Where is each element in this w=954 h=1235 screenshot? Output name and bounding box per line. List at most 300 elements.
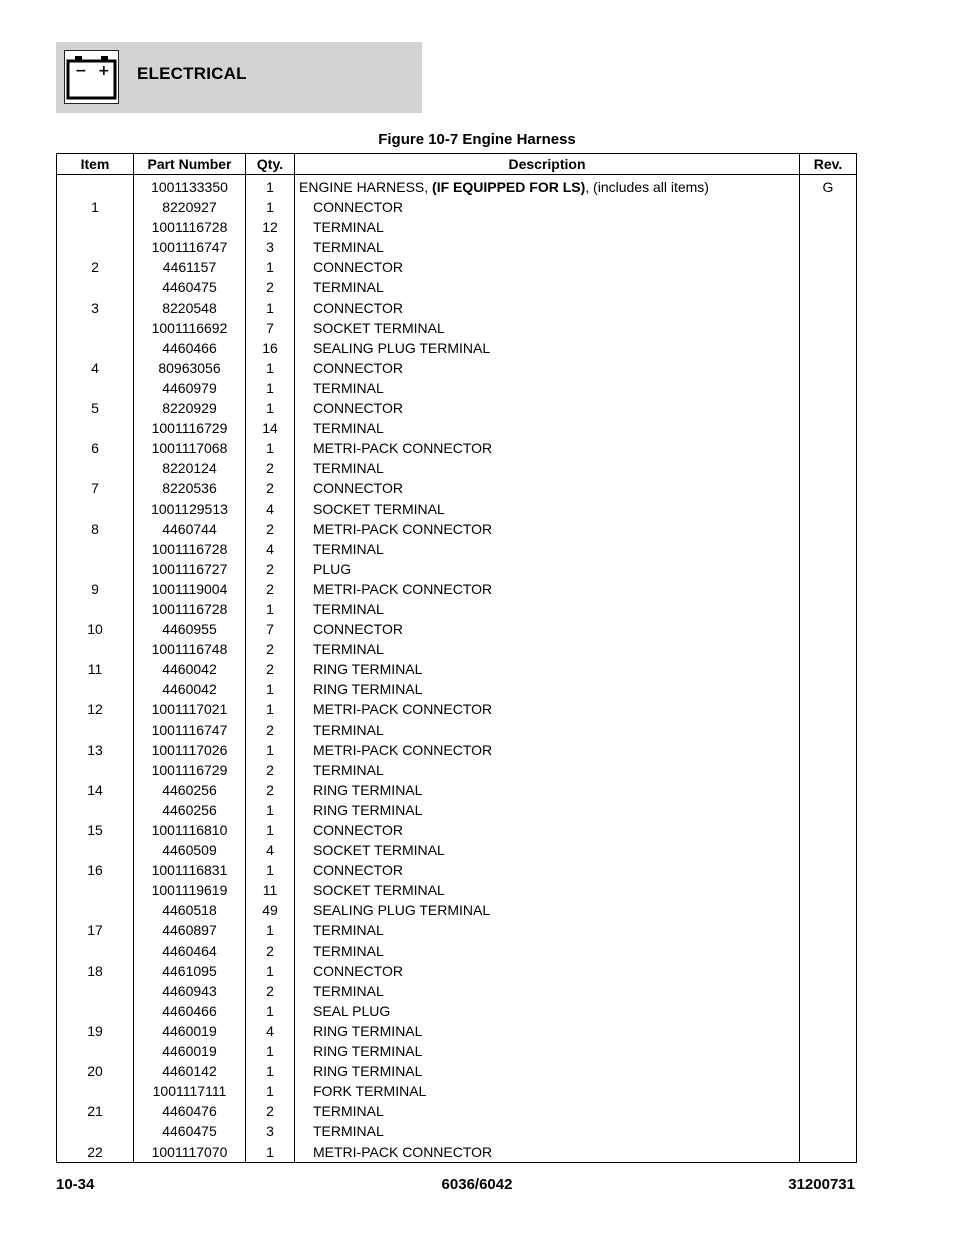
- cell-part-number: 1001117021: [134, 699, 246, 719]
- cell-item: [57, 679, 134, 699]
- table-row: [57, 539, 857, 559]
- table-row: [57, 1041, 857, 1061]
- cell-description: RING TERMINAL: [295, 659, 800, 679]
- cell-part-number: 1001117070: [134, 1142, 246, 1163]
- cell-rev: [800, 539, 857, 559]
- cell-qty: 1: [246, 358, 295, 378]
- cell-qty: 7: [246, 318, 295, 338]
- cell-description: TERMINAL: [295, 941, 800, 961]
- cell-item: 19: [57, 1021, 134, 1041]
- cell-qty: 1: [246, 1061, 295, 1081]
- table-row: [57, 478, 857, 498]
- cell-description: CONNECTOR: [295, 358, 800, 378]
- cell-description: CONNECTOR: [295, 961, 800, 981]
- cell-description: TERMINAL: [295, 760, 800, 780]
- cell-rev: [800, 378, 857, 398]
- cell-part-number: 8220548: [134, 298, 246, 318]
- cell-item: 15: [57, 820, 134, 840]
- table-row: [57, 458, 857, 478]
- cell-qty: 1: [246, 920, 295, 940]
- cell-description: TERMINAL: [295, 981, 800, 1001]
- cell-description: CONNECTOR: [295, 619, 800, 639]
- cell-rev: [800, 478, 857, 498]
- cell-rev: G: [800, 175, 857, 198]
- cell-item: [57, 539, 134, 559]
- cell-qty: 49: [246, 900, 295, 920]
- cell-qty: 1: [246, 800, 295, 820]
- cell-rev: [800, 740, 857, 760]
- cell-part-number: 1001116747: [134, 237, 246, 257]
- cell-description: TERMINAL: [295, 277, 800, 297]
- cell-part-number: 4460466: [134, 338, 246, 358]
- cell-description: SEAL PLUG: [295, 1001, 800, 1021]
- cell-item: 17: [57, 920, 134, 940]
- table-row: [57, 1121, 857, 1141]
- footer-model: 6036/6042: [441, 1176, 513, 1193]
- cell-qty: 1: [246, 1001, 295, 1021]
- cell-rev: [800, 639, 857, 659]
- cell-qty: 2: [246, 720, 295, 740]
- cell-item: [57, 1041, 134, 1061]
- table-row: [57, 418, 857, 438]
- cell-qty: 4: [246, 499, 295, 519]
- figure-title: Figure 10-7 Engine Harness: [378, 131, 576, 148]
- description-bold: (IF EQUIPPED FOR LS): [432, 179, 586, 195]
- cell-rev: [800, 338, 857, 358]
- cell-rev: [800, 941, 857, 961]
- cell-qty: 2: [246, 559, 295, 579]
- cell-qty: 1: [246, 257, 295, 277]
- cell-description: CONNECTOR: [295, 197, 800, 217]
- cell-description: TERMINAL: [295, 639, 800, 659]
- table-header-row: [57, 154, 857, 175]
- cell-part-number: 1001116728: [134, 217, 246, 237]
- table-row: [57, 961, 857, 981]
- cell-item: 8: [57, 519, 134, 539]
- cell-item: [57, 499, 134, 519]
- cell-qty: 3: [246, 1121, 295, 1141]
- table-row: [57, 780, 857, 800]
- table-row: [57, 840, 857, 860]
- column-header-part-number: Part Number: [134, 154, 246, 175]
- cell-qty: 1: [246, 599, 295, 619]
- cell-qty: 1: [246, 679, 295, 699]
- cell-qty: 2: [246, 1101, 295, 1121]
- cell-qty: 2: [246, 458, 295, 478]
- cell-rev: [800, 257, 857, 277]
- battery-icon: [64, 50, 119, 104]
- table-row: [57, 820, 857, 840]
- cell-description: TERMINAL: [295, 237, 800, 257]
- cell-rev: [800, 1041, 857, 1061]
- cell-qty: 2: [246, 659, 295, 679]
- description-suffix: , (includes all items): [585, 179, 709, 195]
- cell-item: [57, 318, 134, 338]
- table-row: [57, 599, 857, 619]
- cell-qty: 1: [246, 1142, 295, 1163]
- cell-part-number: 1001116729: [134, 418, 246, 438]
- cell-rev: [800, 599, 857, 619]
- cell-part-number: 1001116727: [134, 559, 246, 579]
- description-prefix: ENGINE HARNESS,: [299, 179, 433, 195]
- cell-rev: [800, 1121, 857, 1141]
- table-row: [57, 1142, 857, 1163]
- cell-description: METRI-PACK CONNECTOR: [295, 579, 800, 599]
- cell-rev: [800, 197, 857, 217]
- cell-item: 18: [57, 961, 134, 981]
- column-header-qty: Qty.: [246, 154, 295, 175]
- cell-part-number: 1001117068: [134, 438, 246, 458]
- cell-rev: [800, 298, 857, 318]
- cell-part-number: 1001116747: [134, 720, 246, 740]
- cell-rev: [800, 418, 857, 438]
- cell-description: TERMINAL: [295, 539, 800, 559]
- table-row-assembly: [57, 175, 857, 198]
- cell-part-number: 1001116692: [134, 318, 246, 338]
- cell-part-number: 4460042: [134, 679, 246, 699]
- cell-part-number: 1001117026: [134, 740, 246, 760]
- cell-rev: [800, 1021, 857, 1041]
- cell-qty: 1: [246, 699, 295, 719]
- cell-part-number: 4460475: [134, 277, 246, 297]
- cell-part-number: 1001119619: [134, 880, 246, 900]
- cell-rev: [800, 438, 857, 458]
- cell-part-number: 4460256: [134, 780, 246, 800]
- table-row: [57, 1061, 857, 1081]
- cell-part-number: 1001116729: [134, 760, 246, 780]
- cell-rev: [800, 1081, 857, 1101]
- cell-part-number: 1001117111: [134, 1081, 246, 1101]
- cell-description: METRI-PACK CONNECTOR: [295, 519, 800, 539]
- cell-item: [57, 900, 134, 920]
- cell-description: SOCKET TERMINAL: [295, 318, 800, 338]
- cell-rev: [800, 760, 857, 780]
- cell-description: TERMINAL: [295, 1101, 800, 1121]
- table-row: [57, 941, 857, 961]
- cell-description: CONNECTOR: [295, 820, 800, 840]
- cell-item: 3: [57, 298, 134, 318]
- cell-description: CONNECTOR: [295, 257, 800, 277]
- cell-qty: 1: [246, 820, 295, 840]
- table-row: [57, 358, 857, 378]
- table-row: [57, 1081, 857, 1101]
- table-row: [57, 1001, 857, 1021]
- cell-item: [57, 1081, 134, 1101]
- cell-rev: [800, 659, 857, 679]
- cell-description: CONNECTOR: [295, 478, 800, 498]
- cell-part-number: 4460019: [134, 1041, 246, 1061]
- table-row: [57, 619, 857, 639]
- cell-part-number: 4460518: [134, 900, 246, 920]
- cell-part-number: 8220124: [134, 458, 246, 478]
- cell-rev: [800, 699, 857, 719]
- table-row: [57, 318, 857, 338]
- table-row: [57, 981, 857, 1001]
- cell-rev: [800, 358, 857, 378]
- cell-part-number: 8220536: [134, 478, 246, 498]
- table-row: [57, 378, 857, 398]
- cell-qty: 4: [246, 1021, 295, 1041]
- table-row: [57, 699, 857, 719]
- cell-qty: 14: [246, 418, 295, 438]
- cell-description: RING TERMINAL: [295, 800, 800, 820]
- cell-item: 20: [57, 1061, 134, 1081]
- cell-description: RING TERMINAL: [295, 1041, 800, 1061]
- cell-qty: 2: [246, 277, 295, 297]
- cell-description: METRI-PACK CONNECTOR: [295, 1142, 800, 1163]
- cell-description: METRI-PACK CONNECTOR: [295, 740, 800, 760]
- cell-description: TERMINAL: [295, 599, 800, 619]
- cell-qty: 2: [246, 760, 295, 780]
- table-row: [57, 860, 857, 880]
- svg-text:−: −: [75, 63, 87, 79]
- cell-description: TERMINAL: [295, 1121, 800, 1141]
- cell-item: 5: [57, 398, 134, 418]
- cell-part-number: 4460019: [134, 1021, 246, 1041]
- cell-rev: [800, 800, 857, 820]
- cell-qty: 1: [246, 298, 295, 318]
- cell-item: 2: [57, 257, 134, 277]
- cell-item: [57, 175, 134, 198]
- cell-item: [57, 720, 134, 740]
- cell-qty: 3: [246, 237, 295, 257]
- table-row: [57, 398, 857, 418]
- cell-qty: 1: [246, 398, 295, 418]
- cell-rev: [800, 1061, 857, 1081]
- cell-item: [57, 237, 134, 257]
- cell-qty: 1: [246, 740, 295, 760]
- cell-qty: 11: [246, 880, 295, 900]
- cell-qty: 2: [246, 478, 295, 498]
- table-row: [57, 579, 857, 599]
- cell-description: SOCKET TERMINAL: [295, 840, 800, 860]
- footer-doc-number: 31200731: [788, 1176, 855, 1193]
- table-row: [57, 499, 857, 519]
- cell-rev: [800, 1142, 857, 1163]
- cell-description: CONNECTOR: [295, 298, 800, 318]
- cell-item: 6: [57, 438, 134, 458]
- cell-rev: [800, 217, 857, 237]
- cell-description: FORK TERMINAL: [295, 1081, 800, 1101]
- cell-part-number: 4460476: [134, 1101, 246, 1121]
- cell-description: METRI-PACK CONNECTOR: [295, 438, 800, 458]
- section-title: ELECTRICAL: [137, 64, 247, 83]
- cell-description: RING TERMINAL: [295, 780, 800, 800]
- cell-qty: 2: [246, 981, 295, 1001]
- cell-item: 22: [57, 1142, 134, 1163]
- cell-description: RING TERMINAL: [295, 679, 800, 699]
- cell-part-number: 1001116748: [134, 639, 246, 659]
- cell-item: [57, 378, 134, 398]
- cell-description: TERMINAL: [295, 418, 800, 438]
- table-row: [57, 257, 857, 277]
- column-header-item: Item: [57, 154, 134, 175]
- cell-qty: 2: [246, 579, 295, 599]
- table-row: [57, 679, 857, 699]
- cell-description: TERMINAL: [295, 458, 800, 478]
- cell-rev: [800, 1101, 857, 1121]
- cell-rev: [800, 237, 857, 257]
- cell-qty: 1: [246, 1081, 295, 1101]
- cell-item: [57, 760, 134, 780]
- cell-rev: [800, 519, 857, 539]
- cell-rev: [800, 900, 857, 920]
- cell-part-number: 1001116810: [134, 820, 246, 840]
- table-row: [57, 1101, 857, 1121]
- cell-qty: 12: [246, 217, 295, 237]
- cell-description: METRI-PACK CONNECTOR: [295, 699, 800, 719]
- cell-rev: [800, 880, 857, 900]
- cell-rev: [800, 920, 857, 940]
- cell-rev: [800, 559, 857, 579]
- table-row: [57, 760, 857, 780]
- cell-item: 11: [57, 659, 134, 679]
- cell-item: 14: [57, 780, 134, 800]
- cell-qty: 1: [246, 1041, 295, 1061]
- cell-item: [57, 599, 134, 619]
- cell-part-number: 4460142: [134, 1061, 246, 1081]
- cell-part-number: 4460744: [134, 519, 246, 539]
- cell-part-number: 1001133350: [134, 175, 246, 198]
- cell-rev: [800, 619, 857, 639]
- cell-description: SOCKET TERMINAL: [295, 880, 800, 900]
- cell-item: [57, 277, 134, 297]
- table-row: [57, 519, 857, 539]
- table-row: [57, 438, 857, 458]
- parts-table: [56, 153, 857, 1163]
- table-row: [57, 920, 857, 940]
- cell-description: RING TERMINAL: [295, 1061, 800, 1081]
- table-row: [57, 559, 857, 579]
- cell-part-number: 4460509: [134, 840, 246, 860]
- cell-item: [57, 880, 134, 900]
- cell-rev: [800, 961, 857, 981]
- table-row: [57, 338, 857, 358]
- cell-item: [57, 639, 134, 659]
- table-row: [57, 740, 857, 760]
- cell-qty: 1: [246, 860, 295, 880]
- cell-qty: 1: [246, 378, 295, 398]
- cell-rev: [800, 860, 857, 880]
- cell-qty: 7: [246, 619, 295, 639]
- cell-rev: [800, 458, 857, 478]
- cell-part-number: 4460464: [134, 941, 246, 961]
- cell-description: [295, 175, 800, 198]
- cell-part-number: 4460466: [134, 1001, 246, 1021]
- cell-item: 10: [57, 619, 134, 639]
- table-row: [57, 800, 857, 820]
- cell-description: TERMINAL: [295, 720, 800, 740]
- cell-qty: 2: [246, 519, 295, 539]
- cell-qty: 4: [246, 539, 295, 559]
- cell-item: [57, 941, 134, 961]
- cell-part-number: 8220927: [134, 197, 246, 217]
- cell-rev: [800, 679, 857, 699]
- cell-rev: [800, 499, 857, 519]
- cell-item: 13: [57, 740, 134, 760]
- cell-item: 12: [57, 699, 134, 719]
- cell-rev: [800, 981, 857, 1001]
- cell-description: SEALING PLUG TERMINAL: [295, 900, 800, 920]
- table-row: [57, 659, 857, 679]
- cell-rev: [800, 720, 857, 740]
- cell-part-number: 4460943: [134, 981, 246, 1001]
- cell-item: [57, 338, 134, 358]
- cell-rev: [800, 318, 857, 338]
- table-row: [57, 197, 857, 217]
- cell-rev: [800, 780, 857, 800]
- column-header-rev: Rev.: [800, 154, 857, 175]
- cell-rev: [800, 820, 857, 840]
- cell-part-number: 4460955: [134, 619, 246, 639]
- cell-item: [57, 1121, 134, 1141]
- cell-item: [57, 458, 134, 478]
- svg-text:+: +: [98, 63, 110, 79]
- cell-rev: [800, 398, 857, 418]
- cell-item: 7: [57, 478, 134, 498]
- cell-part-number: 1001119004: [134, 579, 246, 599]
- cell-part-number: 4460042: [134, 659, 246, 679]
- cell-qty: 1: [246, 961, 295, 981]
- cell-qty: 2: [246, 780, 295, 800]
- cell-item: [57, 981, 134, 1001]
- cell-qty: 1: [246, 438, 295, 458]
- cell-item: [57, 418, 134, 438]
- cell-rev: [800, 579, 857, 599]
- cell-part-number: 8220929: [134, 398, 246, 418]
- cell-qty: 1: [246, 175, 295, 198]
- cell-part-number: 4460897: [134, 920, 246, 940]
- cell-rev: [800, 277, 857, 297]
- cell-rev: [800, 840, 857, 860]
- cell-description: TERMINAL: [295, 920, 800, 940]
- cell-item: 4: [57, 358, 134, 378]
- cell-description: SEALING PLUG TERMINAL: [295, 338, 800, 358]
- cell-description: CONNECTOR: [295, 398, 800, 418]
- cell-item: [57, 1001, 134, 1021]
- table-row: [57, 720, 857, 740]
- cell-rev: [800, 1001, 857, 1021]
- table-row: [57, 277, 857, 297]
- cell-part-number: 1001116728: [134, 539, 246, 559]
- cell-qty: 2: [246, 941, 295, 961]
- cell-item: [57, 217, 134, 237]
- cell-part-number: 1001116728: [134, 599, 246, 619]
- cell-part-number: 1001116831: [134, 860, 246, 880]
- footer-page-number: 10-34: [56, 1176, 95, 1193]
- table-row: [57, 298, 857, 318]
- table-row: [57, 217, 857, 237]
- cell-description: RING TERMINAL: [295, 1021, 800, 1041]
- cell-description: PLUG: [295, 559, 800, 579]
- table-row: [57, 900, 857, 920]
- cell-qty: 16: [246, 338, 295, 358]
- cell-qty: 4: [246, 840, 295, 860]
- cell-part-number: 4460475: [134, 1121, 246, 1141]
- table-row: [57, 880, 857, 900]
- column-header-description: Description: [295, 154, 800, 175]
- cell-item: 9: [57, 579, 134, 599]
- cell-part-number: 4460256: [134, 800, 246, 820]
- cell-description: TERMINAL: [295, 378, 800, 398]
- cell-part-number: 1001129513: [134, 499, 246, 519]
- cell-part-number: 4460979: [134, 378, 246, 398]
- cell-item: 16: [57, 860, 134, 880]
- table-row: [57, 237, 857, 257]
- cell-item: [57, 800, 134, 820]
- cell-part-number: 80963056: [134, 358, 246, 378]
- cell-item: 1: [57, 197, 134, 217]
